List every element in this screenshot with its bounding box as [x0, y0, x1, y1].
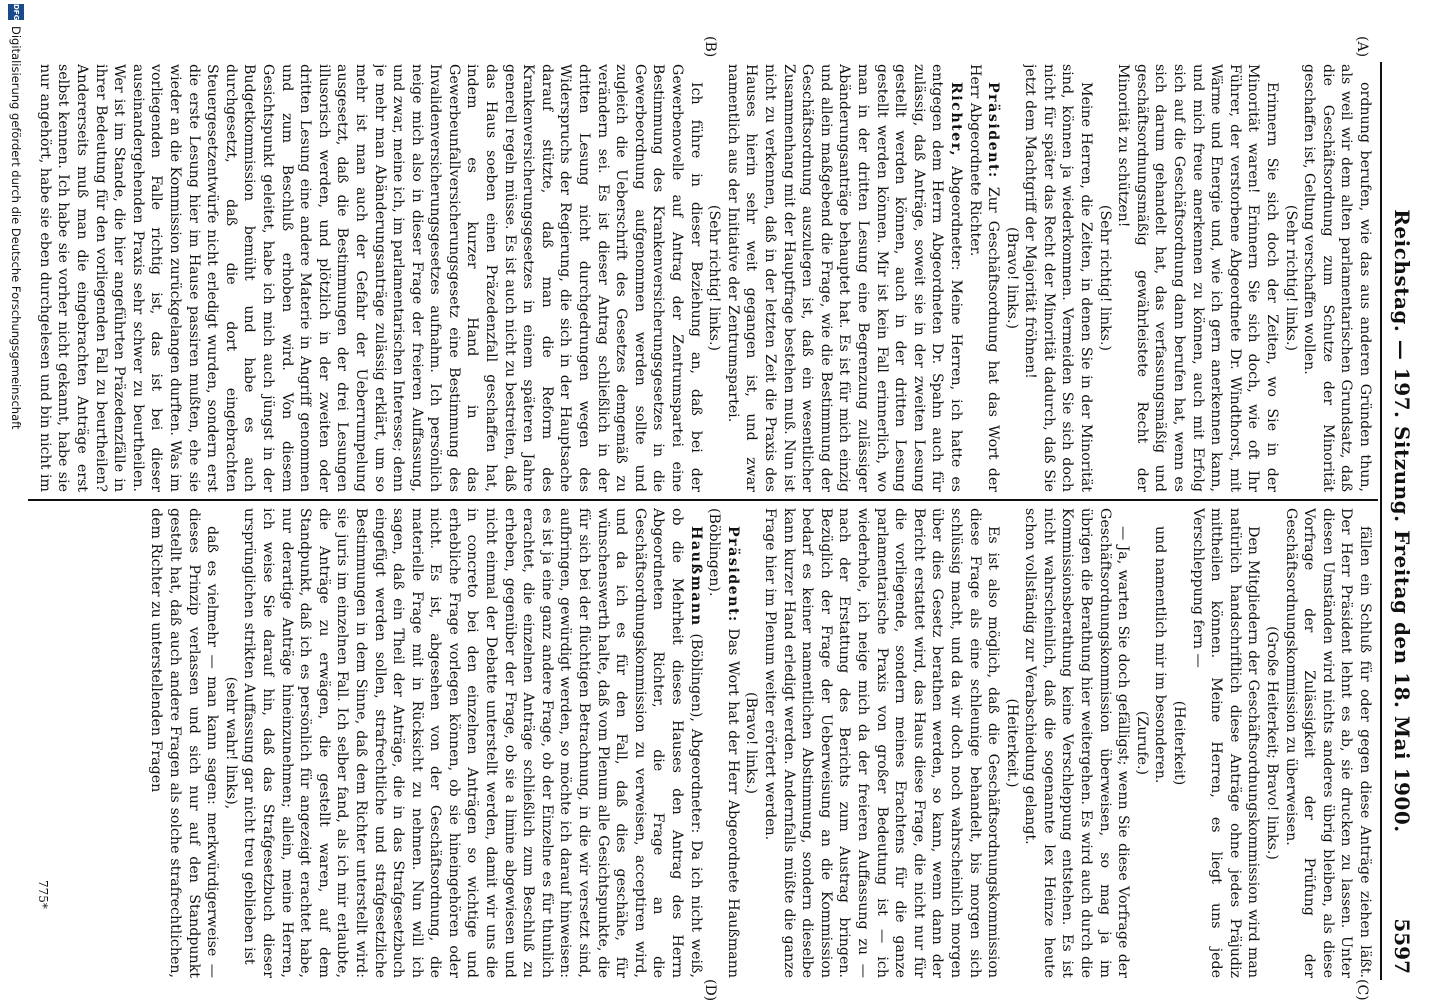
- signature-mark: 775*: [36, 880, 50, 909]
- paragraph: [1151, 508, 1170, 978]
- paragraph-text: (Sehr richtig! links.): [1282, 204, 1299, 352]
- paragraph: [705, 508, 742, 978]
- paragraph-text: Erinnern Sie sich doch der Zeiten, wo Sie in der Minorität waren! Erinnern Sie sich doch, wie oft Ihr Führer, der verstorbene Abgeordnete Dr. Windthorst, mit Wärme und Energie und, wie ich gern anerkennen kann, und mich freue anerkennen zu können, auch mit Erfolg sich auf die Geschäftsordnung dann berufen hat, wenn es sich darum gehandelt hat, das verfassungsmäßig und geschäftsordnungsmäßig gewährleistete Recht der Minorität zu schützen!: [1115, 64, 1281, 492]
- column-divider: [28, 499, 1378, 501]
- speaker-name: Haußmann: [687, 526, 704, 627]
- paragraph-text: (Heiterkeit): [1171, 700, 1188, 786]
- paragraph: [240, 508, 705, 978]
- paragraph-text: (sehr wahr! links),: [222, 676, 239, 810]
- footer: [4, 0, 26, 1000]
- speaker-name: Präsident:: [985, 82, 1002, 179]
- paragraph-text: Es ist also möglich, daß die Geschäftsordnungskommission diese Frage als eine schleunige behandelt, bis morgen sich schlüssig macht, und da wir doch noch wahrscheinlich morgen über dies Gesetz berathen werden, so kann, wenn dann der Bericht erstattet wird, das Haus diese Frage, die nicht nur für die vorliegende, sondern meines Erachtens für die ganze parlamentarische Praxis von großer Bedeutung ist — ich wiederhole, ich neige mich da der freieren Auffassung zu — nach der Erstattung des Berichts zum Austrag bringen. Bezüglich der Frage der Ueberweisung an die Kommission bedarf es keiner namentlichen Abstimmung, sondern dieselbe kann kurzer Hand erledigt werden. Andernfalls müßte die ganze Frage hier im Plenum weiter erörtert werden.: [762, 508, 1002, 978]
- paragraph-text: Das Wort hat der Herr Abgeordnete Haußmann (Böblingen).: [706, 508, 741, 978]
- paragraph: [1300, 64, 1374, 492]
- paragraph: [723, 64, 965, 492]
- digitization-note: Digitalisierung gefördert durch die Deutsche Forschungsgemeinschaft: [9, 26, 23, 430]
- page-number: 5597: [1390, 918, 1414, 974]
- interjection: [1002, 64, 1021, 492]
- paragraph: [1188, 508, 1262, 978]
- paragraph-text: Abgeordneter: Meine Herren, ich hatte es entgegen dem Herrn Abgeordneten Dr. Spahn auch für zulässig, daß Anträge, soweit sie in der zweiten Lesung gestellt werden können, auch in der dritten Lesung gestellt werden können. Mir ist kein Fall erinnerlich, wo man in der dritten Lesung eine Begrenzung zulässiger Abänderungsanträge behauptet hat. Es ist für mich einzig und allein maßgebend die Frage, wie die Bestimmung der Geschäftsordnung auszulegen ist, daß ein wesentlicher Zusammenhang mit der Hauptfrage bestehen muß. Nun ist nicht zu verkennen, daß in der letzten Zeit die Praxis des Hauses hierin sehr weit gegangen ist, und zwar namentlich aus der Initiative der Zentrumspartei.: [724, 64, 964, 492]
- paragraph-text: (Bravo! links.): [1003, 226, 1020, 330]
- paragraph: [965, 64, 1002, 492]
- paragraph-text: Den Mitgliedern der Geschäftsordnungskommission wird man natürlich handschriftlich diese Anträge ohne jedes Präjudiz mittheilen können. Meine Herren, es liegt uns jede Verschleppung fern —: [1189, 508, 1262, 978]
- running-head: Reichstag. — 197. Sitzung. Freitag den 18. Mai 1900.: [1390, 209, 1414, 833]
- paragraph: [147, 508, 221, 978]
- header-rule: [1380, 62, 1382, 980]
- page-header: [1384, 62, 1418, 980]
- margin-mark-b: (B): [702, 36, 718, 58]
- margin-mark-a: (A): [1354, 36, 1370, 58]
- paragraph: [1021, 508, 1133, 978]
- paragraph-text: — Ja, warten Sie doch gefälligst; wenn Sie diese Vorfrage der Geschäftsordnungskommission überweisen, so mag ja im übrigen die Berathung hier weitergehen. Es wird auch durch die Kommissionsberathung keine Verschleppung entstehen. Es ist nicht wahrscheinlich, daß die sogenannte lex Heinze heute schon vollständig zur Verabschiedung gelangt.: [1022, 508, 1132, 978]
- dfg-logo: DFG: [8, 4, 24, 20]
- interjection: [1281, 64, 1300, 492]
- right-column: [34, 508, 1374, 978]
- interjection: [1095, 64, 1114, 492]
- paragraph-text: (Große Heiterkeit; Bravo! links.): [1264, 626, 1281, 860]
- paragraph-text: Zur Geschäftsordnung hat das Wort der Herr Abgeordnete Richter.: [966, 64, 1002, 492]
- margin-mark-d: (D): [702, 979, 718, 1001]
- paragraph-text: daß es vielmehr — man kann sagen: merkwürdigerweise — dieses Prinzip verlassen und sich nur auf den Standpunkt gestellt hat, daß auch andere Fragen als solche strafrechtlichen, dem Richter zu unterstellenden Fragen: [148, 508, 221, 978]
- paragraph-text: und namentlich mir im besonderen.: [1152, 526, 1169, 784]
- paragraph: [34, 64, 705, 492]
- interjection: [221, 508, 240, 978]
- interjection: [1002, 508, 1021, 978]
- left-column: [34, 64, 1374, 492]
- margin-mark-c: (C): [1354, 979, 1370, 1001]
- paragraph-text: (Bravo! links.): [743, 691, 760, 795]
- paragraph-text: (Sehr richtig! links.): [1096, 204, 1113, 352]
- paragraph: [1114, 64, 1281, 492]
- paragraph-text: ordnung berufen, wie das aus anderen Gründen thun, als weil wir dem alten parlamentarischen Grundsatz, daß die Geschäftsordnung zum Schutze der Minorität geschaffen ist, Geltung verschaffen wollen.: [1301, 64, 1373, 492]
- paragraph-text: Ich führe in dieser Beziehung an, daß bei der Gewerbenovelle auf Antrag der Zentrumspartei eine Bestimmung des Krankenversicherungsgesetzes in die Gewerbeordnung aufgenommen werden sollte und zugleich die Ueberschrift des Gesetzes demgemäß zu verändern sei. Es ist dieser Antrag schließlich in der dritten Lesung nicht durchgedrungen wegen des Widerspruchs der Regierung, die sich in der Hauptsache darauf stützte, daß man die Reform des Krankenversicherungsgesetzes in einem späteren Jahre generell regeln müsse. Es ist auch nicht zu bestreiten, daß das Haus soeben einen Präzedenzfall geschaffen hat, indem es kurzer Hand in das Gewerbeunfallversicherungsgesetz eine Bestimmung des Invalidenversicherungsgesetzes aufnahm. Ich persönlich neige mich also in dieser Frage der freieren Auffassung, und zwar, meine ich, im parlamentarischen Interesse; denn je mehr man Abänderungsanträge zulässig erklärt, um so mehr ist man auch der Gefahr der Ueberrumpelung ausgesetzt, daß die Bestimmungen der drei Lesungen illusorisch werden, und plötzlich in der zweiten oder dritten Lesung eine andere Materie in Angriff genommen und zum Beschluß erhoben wird. Von diesem Gesichtspunkt geleitet, habe ich mich auch jüngst in der Budgetkommission bemüht und habe es auch durchgesetzt, daß die dort eingebrachten Steuergesetzentwürfe nicht erledigt wurden, sondern erst die erste Lesung hier im Hause passiren mußten, ehe sie wieder an die Kommission zurückgelangen durften. Was im vorliegenden Falle richtig ist, das ist bei dieser auseinandergehenden Praxis sehr schwer zu beurtheilen. Wer ist im Stande, die hier angeführten Präzedenzfälle in ihrer Bedeutung für den vorliegenden Fall zu beurtheilen? Andererseits muß man die eingebrachten Anträge erst selbst kennen. Ich habe sie vorher nicht gekannt, habe sie nur angehört, habe sie eben durchgelesen und bin nicht im: [36, 64, 704, 492]
- paragraph: [760, 508, 1002, 978]
- speaker-name: Präsident:: [724, 526, 741, 623]
- interjection: [1262, 508, 1281, 978]
- paragraph-text: (Böblingen), Abgeordneter: Da ich nicht weiß, ob die Mehrheit dieses Hauses den Antrag des Herrn Abgeordneten Richter, die Frage an die Geschäftsordnungskommission zu verweisen, acceptiren wird, und da ich es für den Fall, daß dies geschähe, für wünschenswerth halte, daß vom Plenum alle Gesichtspunkte, die für sich bei der flüchtigen Betrachnung, in die wir versetzt sind, aufbringen, gewürdigt werden, so möchte ich darauf hinweisen: es ist ja eine ganz andere Frage, ob der Einzelne es für thunlich erachtet, die einzelnen Anträge schließlich zum Beschluß zu erheben, gegenüber der Frage, ob sie a limine abgewiesen und nicht einmal der Debatte unterstellt werden, damit wir uns die in concreto bei den einzelnen Anträgen so wichtige und erhebliche Frage vorlegen können, ob sie hineingehören oder nicht. Es ist, abgesehen von der Geschäftsordnung, die materielle Frage mit in Rücksicht zu nehmen. Nun will ich sagen, daß ein Theil der Anträge, die in das Strafgesetzbuch eingefügt werden sollen, strafrechtliche und strafgesetzliche Bestimmungen in dem Sinne, daß dem Richter unterstellt wird: sie juris im einzelnen Fall. Ich selber fand, als ich mir erlaubte, die Anträge zu erwägen, die gestellt waren, auf dem Standpunkt, daß ich es persönlich für angezeigt erachtet habe, nur derartige Anträge hineinzunehmen; allein, meine Herren, ich weise Sie darauf hin, daß das Strafgesetzbuch dieser ursprünglichen strikten Auffassung gar nicht treu geblieben ist: [241, 508, 704, 978]
- paragraph-text: (Sehr richtig! links.): [706, 204, 723, 352]
- paragraph-text: Meine Herren, die Zeiten, in denen Sie in der Minorität sind, können ja wiederkommen. Vermeiden Sie sich doch nicht für später das Recht der Minorität dadurch, daß Sie jetzt dem Machtgriff der Majorität fröhnen!: [1022, 64, 1095, 492]
- interjection: [1132, 508, 1151, 978]
- paragraph-text: fällen ein Schluß für oder gegen diese Anträge ziehen läßt. Der Herr Präsident lehnt es ab, sie drucken zu lassen. Unter diesen Umständen wird nichts anderes übrig bleiben, als diese Vorfrage der Zulässigkeit der Prüfung der Geschäftsordnungskommission zu überweisen.: [1282, 508, 1373, 978]
- paragraph: [1021, 64, 1095, 492]
- paragraph: [1281, 508, 1374, 978]
- paragraph-text: (Heiterkeit.): [1003, 698, 1020, 788]
- interjection: [1169, 508, 1188, 978]
- interjection: [742, 508, 761, 978]
- speaker-name: Richter,: [947, 82, 964, 158]
- interjection: [705, 64, 724, 492]
- paragraph-text: (Zurufe.): [1133, 710, 1150, 776]
